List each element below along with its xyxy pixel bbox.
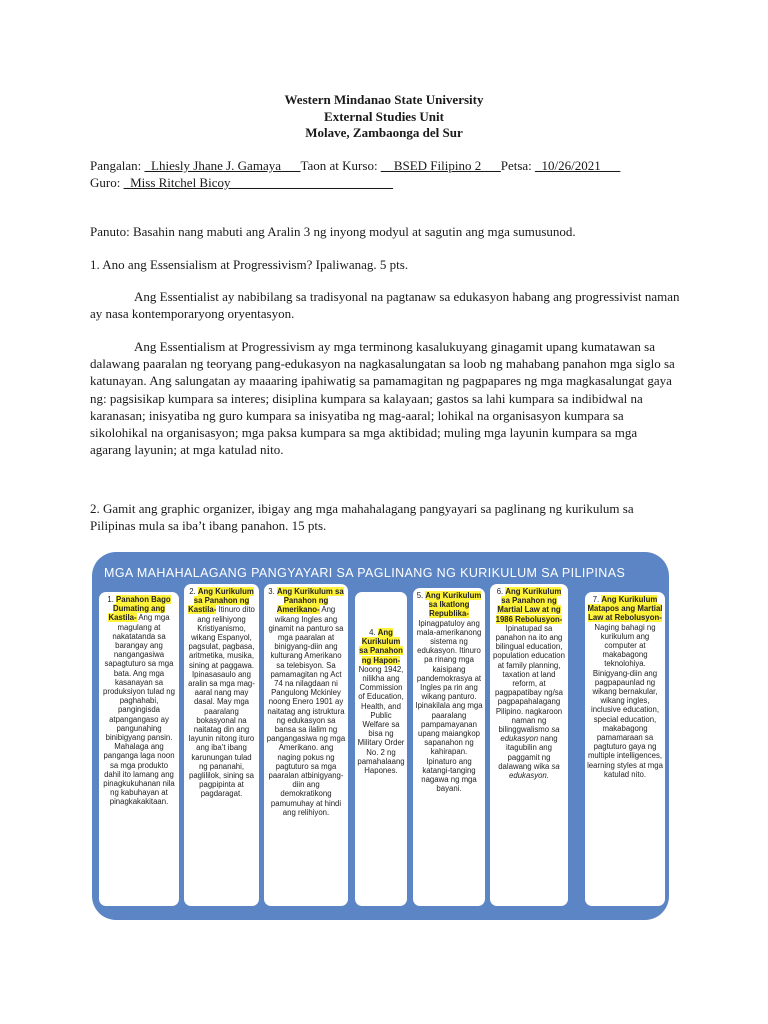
course-value: __BSED Filipino 2___ (380, 158, 501, 173)
organizer-column-1 (99, 592, 179, 906)
teacher-label: Guro: (90, 175, 124, 190)
column-4-heading: Ang Kurikulum sa Panahon ng Hapon- (359, 628, 403, 665)
teacher-value: _Miss Ritchel Bicoy_________________________ (123, 175, 393, 190)
column-2-heading: Ang Kurikulum sa Panahon ng Kastila- (188, 587, 254, 615)
column-2-number: 2. (189, 587, 198, 596)
student-info-line (90, 158, 620, 174)
column-4-number: 4. (369, 628, 378, 637)
name-label: Pangalan: (90, 158, 145, 173)
column-6-heading: Ang Kurikulum sa Panahon ng Martial Law at ng 1986 Rebolusyon- (495, 587, 563, 624)
column-6-body-2: nang itagubilin ang paggamit ng dalawang wika (498, 734, 558, 771)
organizer-column-3 (264, 584, 348, 906)
date-label: Petsa: (500, 158, 536, 173)
teacher-info-line (90, 175, 393, 191)
organizer-column-6 (490, 584, 568, 906)
column-1-number: 1. (107, 595, 117, 604)
organizer-column-7 (585, 592, 665, 906)
unit-name: External Studies Unit (324, 108, 444, 124)
column-6-number: 6. (496, 587, 506, 596)
column-3-number: 3. (268, 587, 277, 596)
column-5-number: 5. (416, 591, 426, 600)
column-7-heading: Ang Kurikulum Matapos ang Martial Law at Rebolusyon- (587, 595, 663, 623)
name-value: _Lhiesly Jhane J. Gamaya___ (144, 158, 301, 173)
column-1-heading: Panahon Bago Dumating ang Kastila- (108, 595, 171, 623)
column-5-heading: Ang Kurikulum sa Ikatlong Republika- (425, 591, 482, 619)
graphic-organizer (92, 552, 669, 920)
column-5-body: Ipinagpatuloy ang mala-amerikanong sistema ng edukasyon. Itinuro pa rinang mga kaisipang pandemokrasya at Ingles pa rin ang wikang panturo. Ipinakilala ang mga paaralang pampamayanan upang maiangkop sapanahon ng kahirapan. Ipinaturo ang katangi-tanging nagawa ng mga bayani. (415, 618, 483, 794)
answer-1-paragraph-2: Ang Essentialism at Progressivism ay mga terminong kasalukuyang ginagamit upang kumatawan sa dalawang paaralan ng teoryang pang-edukasyon na nagkasalungatan sa loob ng mahabang panahon mga siglo sa katunayan. Ang salungatan ay maaaring ipahiwatig sa pamamagitan ng pagpapares ng mga magkasalungat gaya ng: pagsisikap kumpara sa interes; disiplina kumpara sa kalayaan; gastos sa lahi kumpara sa indibidwal na karanasan; inisyatiba ng guro kumpara sa inisyatiba ng mag-aaral; lohikal na organisasyon kumpara sa sikolohikal na organisasyon; mga paksa kumpara sa mga aktibidad; muling mga layunin kumpara sa mga agarang layunin; at mga katulad nito. (90, 339, 675, 458)
organizer-column-5 (413, 588, 485, 906)
column-3-heading: Ang Kurikulum sa Panahon ng Amerikano- (276, 587, 344, 615)
university-name: Western Mindanao State University (284, 92, 484, 107)
column-7-number: 7. (592, 595, 602, 604)
column-1-body: Ang mga magulang at nakatatanda sa barangay ang nangangasiwa sapagtuturo sa mga bata. Ang mga kasanayan sa produksiyon tulad ng paghahabi, pangingisda atpangangaso ay pangunahing binibigyang pansin. Mahalaga ang panganga laga noon sa mga produkto dahil ito lamang ang pinagkukuhanan nila ng kabuhayan at pinagkakakitaan. (103, 613, 175, 807)
document-header (0, 92, 768, 142)
course-label: Taon at Kurso: (300, 158, 381, 173)
column-7-body: Naging bahagi ng kurikulum ang computer at makabagong teknolohiya. Binigyang-diin ang pagpapaunlad ng wikang bernakular, wikang ingles, inclusive education, special education, makabagong pamamaraan sa pagtuturo gaya ng multiple intelligences, learning styles at mga katulad nito. (587, 622, 663, 779)
question-2: 2. Gamit ang graphic organizer, ibigay ang mga mahahalagang pangyayari sa paglinang ng kurikulum sa Pilipinas mula sa iba’t ibang panahon. 15 pts. (90, 501, 634, 534)
column-3-body: Ang wikang Ingles ang ginamit na panturo sa mga paaralan at binigyang-diin ang kulturang Amerikano sa telebisyon. Sa pamamagitan ng Act 74 na nilagdaan ni Pangulong Mckinley noong Enero 1901 ay naitatag ang istruktura ng edukasyon sa bansa sa ilalim ng pangangasiwa ng mga Amerikano. ang naging pokus ng pagtuturo sa mga paaralan atbinigyang-diin ang demokratikong pamumuhay at hindi ang relihiyon. (266, 605, 346, 817)
date-value: _10/26/2021___ (535, 158, 621, 173)
campus-location: Molave, Zambaonga del Sur (305, 125, 463, 140)
column-4-body: Noong 1942, nilikha ang Commission of Education, Health, and Public Welfare sa bisa ng Military Order No. 2 ng pamahalaang Hapones. (357, 664, 405, 776)
organizer-title: MGA MAHAHALAGANG PANGYAYARI SA PAGLINANG NG KURIKULUM SA PILIPINAS (104, 566, 626, 580)
organizer-column-4 (355, 592, 407, 906)
instructions: Panuto: Basahin nang mabuti ang Aralin 3 ng inyong modyul at sagutin ang mga sumusunod. (90, 224, 576, 239)
column-6-italic-1: sa edukasyon (500, 725, 560, 744)
column-2-body: Itinuro dito ang relihiyong Kristiyanismo, wikang Espanyol, pagsulat, pagbasa, aritmetika, musika, sining at paggawa. Ipinasasaulo ang aralin sa mga mag-aaral nang may dasal. May mga paaralang bokasyonal na naitatag din ang layunin nitong ituro ang iba’t ibang karunungan tulad ng pananahi, paglililok, sining sa pagpipinta at pagdaragat. (188, 605, 255, 799)
column-6-body: Ipinatupad sa panahon na ito ang bilingual education, population education at family planning, taxation at land reform, at pagpapatibay ng/sa pagpapahalagang Pilipino. nagkaroon naman ng bilinggwalismo (493, 623, 565, 735)
answer-1-paragraph-1: Ang Essentialist ay nabibilang sa tradisyonal na pagtanaw sa edukasyon habang ang progressivist naman ay nasa kontemporaryong oryentasyon. (90, 289, 680, 322)
organizer-column-2 (184, 584, 259, 906)
column-6-italic-2: sa edukasyon. (509, 761, 560, 781)
question-1: 1. Ano ang Essensialism at Progressivism? Ipaliwanag. 5 pts. (90, 257, 409, 272)
